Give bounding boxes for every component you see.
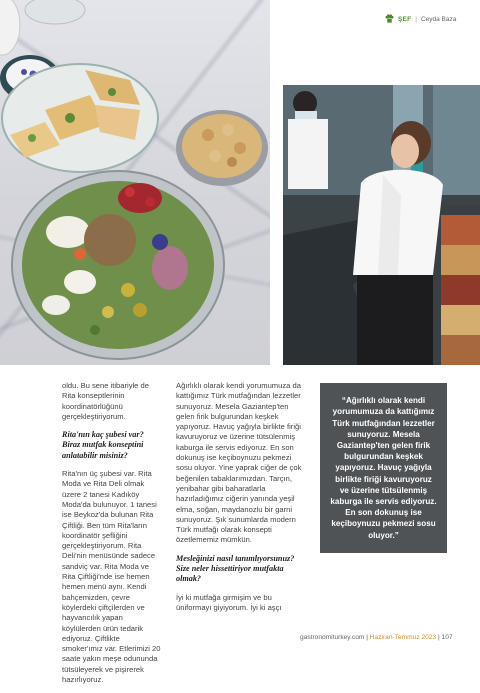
interview-question: Rita'nın kaç şubesi var? Biraz mutfak konseptini anlatabilir misiniz?	[62, 430, 144, 460]
interview-question: Mesleğinizi nasıl tanımlıyorsunuz? Size neler hissettiriyor mutfakta olmak?	[176, 553, 295, 584]
article-paragraph: Ağırlıklı olarak kendi yorumumuza da kattığımız Türk mutfağından lezzetler sunuyoruz. Mesela Gaziantep'ten gelen firik bulgurundan keşkek yapıyoruz. Havuç yağıyla birlikte firiği kavuruyoruz ve üzerine tütsülenmiş kaburga ile servis ediyoruz. En son dokunuş ise keçiboynuzu pekmezi sosu oluyor. Yine yaprak ciğer de çok beğenilen tabaklarımızdan. Tarçın, yenibahar gibi baharatlarla hazırladığımız ciğerin yanında yeşil elma, soğan, maydanozlu bir garni sunuyoruz. Şık sunumlarda modern Türk mutfağı olarak konsepti özetlememiz mümkün.	[176, 381, 302, 545]
chef-hat-icon	[385, 14, 394, 24]
footer-site[interactable]: gastronomiturkey.com	[300, 634, 365, 641]
header-separator: |	[415, 15, 417, 23]
article-paragraph: oldu. Bu sene itibariyle de Rita konseptlerinin koordinatörlüğünü gerçekleştiriyorum.	[62, 381, 149, 421]
article-paragraph: İyi ki mutfağa girmişim ve bu üniformayı giyiyorum. İyi ki aşçı	[176, 592, 282, 612]
page-footer	[300, 634, 453, 641]
author-name: Ceyda Baza	[420, 15, 457, 23]
page-number: 107	[441, 634, 453, 641]
pull-quote-text: “Ağırlıklı olarak kendi yorumumuza da kattığımız Türk mutfağından lezzetler sunuyoruz. Mesela Gaziantep'ten gelen firik bulgurundan keşkek yapıyoruz. Havuç yağıyla birlikte firiği kavuruyoruz ve üzerine tütsülenmiş kaburga ile servis ediyoruz. En son dokunuş ise keçiboynuzu pekmezi sosu oluyor.”	[330, 396, 437, 540]
footer-separator: |	[437, 634, 440, 641]
footer-issue: Haziran-Temmuz 2023	[369, 634, 437, 641]
article-column-2	[176, 381, 308, 621]
pull-quote	[320, 383, 447, 553]
article-column-1	[62, 381, 162, 693]
page-header	[385, 14, 456, 24]
kitchen-photo	[283, 85, 480, 365]
section-label: ŞEF	[398, 15, 412, 23]
article-paragraph: Rita'nın üç şubesi var. Rita Moda ve Rita Deli olmak üzere 2 tanesi Kadıköy Moda'da bulunuyor. 1 tanesi ise Beykoz'da bulunan Rita Çiftliği. Ben tüm Rita'ların koordinatör şefliğini gerçekleştiriyorum. Rita Deli'nin menüsünde sadece sandviç var. Rita Moda ve Rita Çiftliği'nde ise hemen hemen menü aynı. Kendi bahçemizden, çevre köylerdeki çiftçilerden ve hayvancılık yapan köylülerden ürün tedarik ediyoruz. Çiftlikte smoker'ımız var. Etlerimizi 20 saate yakın meşe odununda tütsüleyerek ve pişirerek hazırlıyoruz.	[62, 469, 161, 685]
footer-separator: |	[366, 634, 368, 641]
food-photo	[0, 0, 270, 365]
